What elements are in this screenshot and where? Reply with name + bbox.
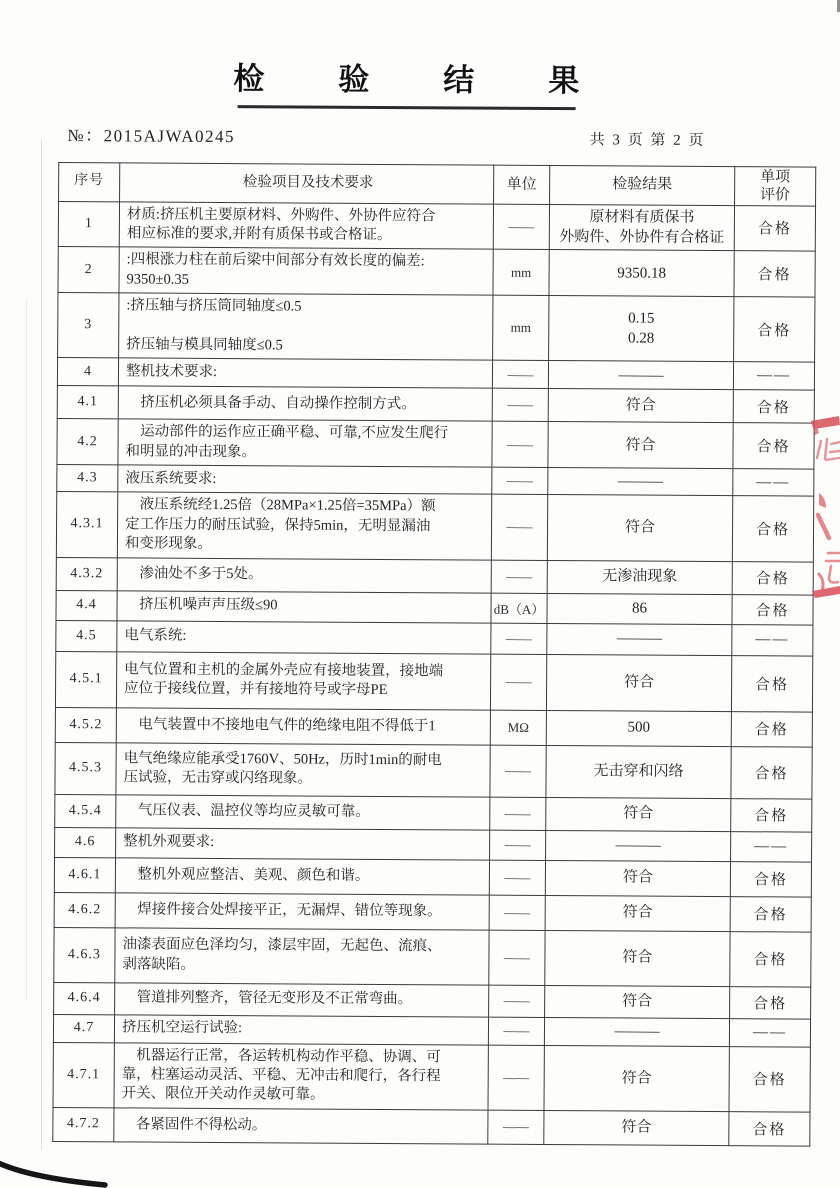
cell-eval: 合格 bbox=[730, 861, 811, 896]
cell-unit: —— bbox=[492, 467, 548, 494]
cell-unit: —— bbox=[490, 654, 546, 710]
cell-eval: 合格 bbox=[730, 931, 811, 986]
cell-result: 符合 bbox=[545, 985, 730, 1018]
cell-result: ——— bbox=[544, 1017, 729, 1046]
page-count-info: 共 3 页 第 2 页 bbox=[589, 131, 706, 149]
cell-unit: —— bbox=[490, 745, 546, 797]
cell-result: ——— bbox=[548, 361, 733, 390]
cell-eval: 合格 bbox=[733, 390, 814, 423]
cell-item: :四根涨力柱在前后梁中间部分有效长度的偏差: 9350±0.35 bbox=[119, 247, 493, 295]
header-item: 检验项目及技术要求 bbox=[120, 162, 494, 203]
document-number-value: 2015AJWA0245 bbox=[103, 125, 236, 146]
cell-unit: dB（A） bbox=[491, 593, 547, 623]
cell-unit: MΩ bbox=[490, 710, 546, 745]
cell-item: :挤压轴与挤压筒同轴度≤0.5 挤压轴与模具同轴度≤0.5 bbox=[119, 293, 493, 361]
cell-no: 4.2 bbox=[57, 419, 118, 465]
cell-unit: —— bbox=[492, 422, 548, 468]
cell-eval: 合格 bbox=[731, 711, 812, 746]
cell-no: 4.3 bbox=[57, 465, 118, 492]
header-eval: 单项 评价 bbox=[735, 166, 816, 205]
cell-item: 渗油处不多于5处。 bbox=[117, 557, 491, 592]
cell-result: 0.15 0.28 bbox=[549, 296, 734, 362]
table-row bbox=[56, 557, 813, 595]
cell-unit: —— bbox=[491, 560, 547, 593]
cell-eval: 合格 bbox=[731, 798, 812, 831]
table-row bbox=[58, 201, 815, 251]
cell-no: 4.5.4 bbox=[55, 794, 116, 827]
cell-no: 4.5 bbox=[56, 620, 117, 651]
cell-result: 86 bbox=[547, 593, 732, 624]
cell-no: 4.5.1 bbox=[55, 651, 116, 707]
cell-result: 符合 bbox=[548, 422, 733, 469]
cell-item: 整机外观应整洁、美观、颜色和谐。 bbox=[115, 857, 489, 894]
cell-unit: —— bbox=[489, 930, 545, 985]
cell-no: 2 bbox=[58, 247, 119, 293]
cell-eval: 合格 bbox=[732, 594, 813, 624]
cell-result: ——— bbox=[548, 468, 733, 496]
title-block bbox=[40, 52, 773, 111]
cell-no: 4.3.2 bbox=[56, 557, 117, 590]
inspection-results-table bbox=[52, 161, 816, 1146]
cell-eval: —— bbox=[732, 624, 813, 655]
meta-row bbox=[58, 120, 791, 149]
table-row bbox=[57, 386, 814, 424]
cell-result: 符合 bbox=[546, 797, 731, 831]
cell-item: 挤压机必须具备手动、自动操作控制方式。 bbox=[118, 386, 492, 421]
header-no: 序号 bbox=[59, 162, 120, 201]
cell-eval: 合格 bbox=[734, 297, 815, 363]
header-unit: 单位 bbox=[494, 165, 550, 204]
cell-unit: —— bbox=[488, 1017, 544, 1045]
cell-no: 4.5.2 bbox=[55, 707, 116, 742]
cell-unit: —— bbox=[492, 389, 548, 422]
cell-eval: —— bbox=[733, 362, 814, 390]
table-row bbox=[54, 892, 811, 932]
cell-no: 4.6.1 bbox=[54, 857, 115, 892]
table-row bbox=[55, 742, 812, 799]
cell-eval: —— bbox=[731, 831, 812, 861]
table-row bbox=[56, 590, 813, 625]
cell-eval: 合格 bbox=[729, 1046, 810, 1112]
cell-item: 机器运行正常，各运转机构动作平稳、协调、可 靠，柱塞运动灵活、平稳、无冲击和爬行，各行程 开关、限位开关动作灵敏可靠。 bbox=[114, 1042, 488, 1110]
cell-unit: —— bbox=[489, 860, 545, 895]
cell-item: 挤压机空运行试验: bbox=[114, 1014, 488, 1044]
cell-item: 整机技术要求: bbox=[118, 358, 492, 388]
cell-item: 电气绝缘应能承受1760V、50Hz，历时1min的耐电 压试验，无击穿或闪络现象。 bbox=[116, 742, 490, 796]
cell-no: 1 bbox=[58, 201, 119, 247]
cell-item: 焊接件接合处焊接平正，无漏焊、错位等现象。 bbox=[115, 892, 489, 929]
cell-eval: 合格 bbox=[730, 986, 811, 1018]
table-row bbox=[55, 651, 812, 712]
cell-unit: mm bbox=[493, 250, 549, 296]
paper-edge-line bbox=[41, 140, 42, 1150]
cell-item: 整机外观要求: bbox=[116, 827, 490, 859]
scan-corner-artifact bbox=[0, 1148, 110, 1188]
document-number bbox=[67, 121, 235, 147]
cell-unit: —— bbox=[488, 1110, 544, 1144]
cell-unit: —— bbox=[492, 361, 548, 389]
table-row bbox=[58, 247, 815, 297]
cell-result: 符合 bbox=[544, 1045, 729, 1111]
cell-eval: 合格 bbox=[734, 251, 815, 297]
cell-item: 油漆表面应色泽均匀，漆层牢固，无起色、流痕、 剥落缺陷。 bbox=[115, 927, 489, 984]
cell-unit: —— bbox=[488, 1045, 544, 1111]
cell-unit: —— bbox=[490, 830, 546, 860]
cell-unit: —— bbox=[489, 895, 545, 930]
cell-unit: mm bbox=[493, 295, 549, 361]
cell-eval: 合格 bbox=[730, 896, 811, 931]
cell-result: 符合 bbox=[544, 1110, 729, 1145]
cell-eval: 合格 bbox=[733, 423, 814, 469]
cell-result: 符合 bbox=[546, 654, 731, 711]
cell-no: 4.7.2 bbox=[53, 1107, 114, 1141]
cell-result: 无渗油现象 bbox=[547, 560, 732, 594]
cell-item: 电气位置和主机的金属外壳应有接地装置，接地端 应位于接线位置，并有接地符号或字母PE bbox=[116, 651, 490, 709]
cell-eval: 合格 bbox=[732, 561, 813, 594]
table-row bbox=[53, 1107, 810, 1146]
cell-result: 符合 bbox=[545, 860, 730, 896]
cell-unit: —— bbox=[493, 204, 549, 250]
cell-unit: —— bbox=[491, 494, 547, 560]
cell-result: 原材料有质保书 外购件、外协件有合格证 bbox=[549, 204, 734, 251]
cell-item: 运动部件的运作应正确平稳、可靠,不应发生爬行 和明显的冲击现象。 bbox=[118, 419, 492, 467]
table-row bbox=[56, 492, 813, 562]
cell-no: 4.6.3 bbox=[54, 927, 115, 982]
table-row bbox=[55, 707, 812, 747]
table-row bbox=[53, 1042, 810, 1112]
cell-no: 4.6 bbox=[55, 827, 116, 857]
page-title: 检验结果 bbox=[233, 61, 654, 99]
cell-result: 9350.18 bbox=[549, 250, 734, 297]
table-row bbox=[55, 794, 812, 832]
cell-item: 材质:挤压机主要原材料、外购件、外协件应符合 相应标准的要求,并附有质保书或合格证。 bbox=[119, 201, 493, 249]
cell-item: 气压仪表、温控仪等均应灵敏可靠。 bbox=[116, 794, 490, 829]
cell-item: 液压系统经1.25倍（28MPa×1.25倍=35MPa）额 定工作压力的耐压试验，保持5min，无明显漏油 和变形现象。 bbox=[117, 492, 491, 560]
cell-result: 符合 bbox=[547, 495, 732, 561]
cell-result: ——— bbox=[546, 830, 731, 861]
cell-result: 无击穿和闪络 bbox=[546, 745, 731, 798]
cell-no: 4.7.1 bbox=[53, 1042, 114, 1108]
table-row bbox=[54, 982, 811, 1019]
paper-edge-line bbox=[26, 300, 27, 1000]
cell-no: 4.6.2 bbox=[54, 892, 115, 927]
cell-no: 4.4 bbox=[56, 590, 117, 620]
cell-no: 4.1 bbox=[57, 386, 118, 419]
cell-result: 符合 bbox=[545, 930, 730, 986]
cell-eval: 合格 bbox=[731, 655, 812, 711]
cell-item: 液压系统要求: bbox=[118, 465, 492, 494]
cell-unit: —— bbox=[490, 797, 546, 830]
cell-result: 500 bbox=[546, 710, 731, 746]
table-row bbox=[56, 620, 813, 656]
cell-eval: —— bbox=[733, 469, 814, 496]
cell-item: 电气系统: bbox=[117, 620, 491, 653]
cell-no: 4.6.4 bbox=[54, 982, 115, 1014]
cell-eval: 合格 bbox=[732, 496, 813, 562]
table-row bbox=[54, 857, 811, 897]
cell-item: 电气装置中不接地电气件的绝缘电阻不得低于1 bbox=[116, 707, 490, 744]
cell-result: 符合 bbox=[548, 389, 733, 423]
cell-no: 4.7 bbox=[53, 1014, 114, 1042]
document-number-label: №： bbox=[67, 125, 104, 145]
cell-no: 3 bbox=[58, 293, 119, 359]
table-row bbox=[57, 419, 814, 469]
table-row bbox=[55, 827, 812, 862]
cell-eval: 合格 bbox=[729, 1111, 810, 1145]
cell-item: 管道排列整齐，管径无变形及不正常弯曲。 bbox=[115, 982, 489, 1016]
cell-result: 符合 bbox=[545, 895, 730, 931]
cell-unit: —— bbox=[489, 985, 545, 1017]
page-content bbox=[52, 44, 792, 1146]
title-underline bbox=[237, 105, 575, 110]
cell-item: 挤压机噪声声压级≤90 bbox=[117, 590, 491, 622]
cell-no: 4 bbox=[57, 358, 118, 386]
cell-no: 4.5.3 bbox=[55, 742, 116, 794]
header-result: 检验结果 bbox=[550, 165, 735, 205]
cell-eval: 合格 bbox=[734, 205, 815, 251]
cell-eval: —— bbox=[729, 1018, 810, 1046]
table-row bbox=[58, 293, 815, 363]
cell-result: ——— bbox=[547, 623, 732, 655]
table-row bbox=[54, 927, 811, 987]
table-header-row bbox=[59, 162, 816, 206]
cell-no: 4.3.1 bbox=[56, 492, 117, 558]
cell-eval: 合格 bbox=[731, 746, 812, 798]
cell-item: 各紧固件不得松动。 bbox=[114, 1108, 488, 1144]
cell-unit: —— bbox=[491, 623, 547, 654]
